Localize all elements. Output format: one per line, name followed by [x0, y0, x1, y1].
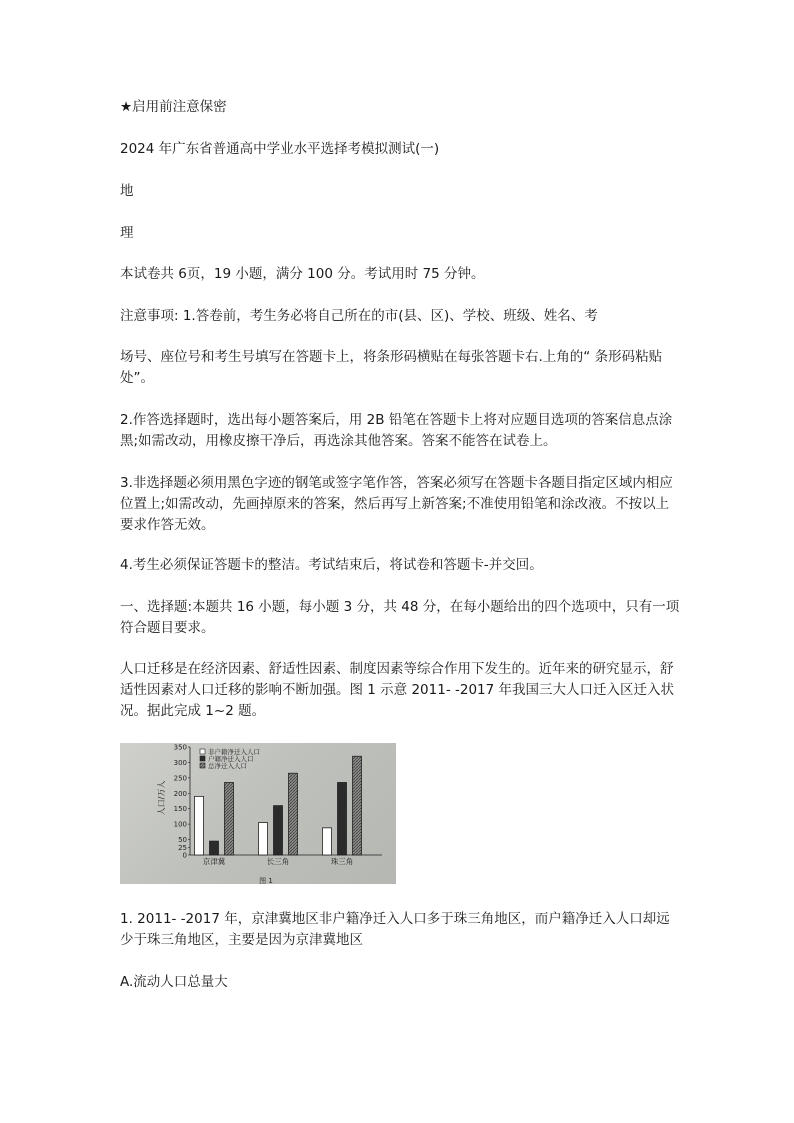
x-tick-label: 珠三角	[330, 857, 354, 866]
section-heading: 一、选择题:本题共 16 小题，每小题 3 分，共 48 分，在每小题给出的四个选项中，只有一项符合题目要求。	[120, 599, 680, 636]
legend-swatch	[200, 756, 205, 761]
y-tick-label: 300	[173, 758, 187, 767]
bar	[323, 828, 332, 855]
y-tick-label: 0	[182, 851, 187, 860]
bar	[274, 806, 283, 855]
y-axis-label: 人口/万人	[157, 780, 166, 816]
bar	[338, 782, 347, 855]
question-1-option-a: A.流动人口总量大	[120, 974, 228, 990]
bar	[195, 796, 204, 855]
legend-label: 总净迁入人口	[208, 762, 247, 770]
notes-item-1-continued: 场号、座位号和考生号填写在答题卡上，将条形码横贴在每张答题卡右.上角的“ 条形码粘贴处”。	[120, 349, 663, 386]
notes-item-4: 4.考生必须保证答题卡的整洁。考试结束后，将试卷和答题卡-并交回。	[120, 557, 543, 573]
passage: 人口迁移是在经济因素、舒适性因素、制度因素等综合作用下发生的。近年来的研究显示，舒适性因素对人口迁移的影响不断加强。图 1 示意 2011- -2017 年我国三大人口迁入区迁入状况。据此完成 1~2 题。	[120, 661, 674, 719]
figure-1-chart	[120, 743, 396, 884]
bar	[210, 841, 219, 855]
bar	[259, 823, 268, 855]
bar	[289, 773, 298, 855]
notes-item-3: 3.非选择题必须用黑色字迹的钢笔或签字笔作答，答案必须写在答题卡各题目指定区域内相应位置上;如需改动，先画掉原来的答案，然后再写上新答案;不准使用铅笔和涂改液。不按以上要求作答无效。	[120, 475, 673, 533]
y-tick-label: 250	[173, 774, 187, 783]
exam-summary: 本试卷共 6页，19 小题，满分 100 分。考试用时 75 分钟。	[120, 266, 485, 282]
notes-item-2: 2.作答选择题时，选出每小题答案后，用 2B 铅笔在答题卡上将对应题目选项的答案信息点涂黑;如需改动，用橡皮擦干净后，再选涂其他答案。答案不能答在试卷上。	[120, 412, 673, 449]
figure-1-photo	[120, 743, 396, 884]
y-tick-label: 150	[173, 805, 187, 814]
legend-swatch	[200, 749, 205, 754]
legend-label: 户籍净迁入人口	[208, 755, 254, 763]
figure-caption: 图 1	[259, 877, 273, 884]
y-tick-label: 50	[178, 836, 187, 845]
bar	[225, 782, 234, 855]
y-tick-label: 350	[173, 743, 187, 752]
confidential-notice: ★启用前注意保密	[120, 99, 227, 115]
subject-char-2: 理	[120, 225, 134, 241]
exam-title: 2024 年广东省普通高中学业水平选择考模拟测试(一)	[120, 141, 440, 157]
subject-char-1: 地	[120, 183, 134, 199]
legend-swatch	[200, 763, 205, 768]
legend-label: 非户籍净迁入人口	[208, 748, 260, 756]
question-1-stem: 1. 2011- -2017 年，京津冀地区非户籍净迁入人口多于珠三角地区，而户籍净迁入人口却远少于珠三角地区，主要是因为京津冀地区	[120, 911, 670, 948]
bar	[353, 756, 362, 855]
notes-item-1-start: 注意事项: 1.答卷前，考生务必将自己所在的市(县、区)、学校、班级、姓名、考	[120, 308, 598, 324]
y-tick-label: 25	[178, 843, 187, 852]
y-tick-label: 100	[173, 820, 187, 829]
y-tick-label: 200	[173, 789, 187, 798]
x-tick-label: 京津冀	[202, 857, 226, 866]
x-tick-label: 长三角	[266, 857, 290, 866]
